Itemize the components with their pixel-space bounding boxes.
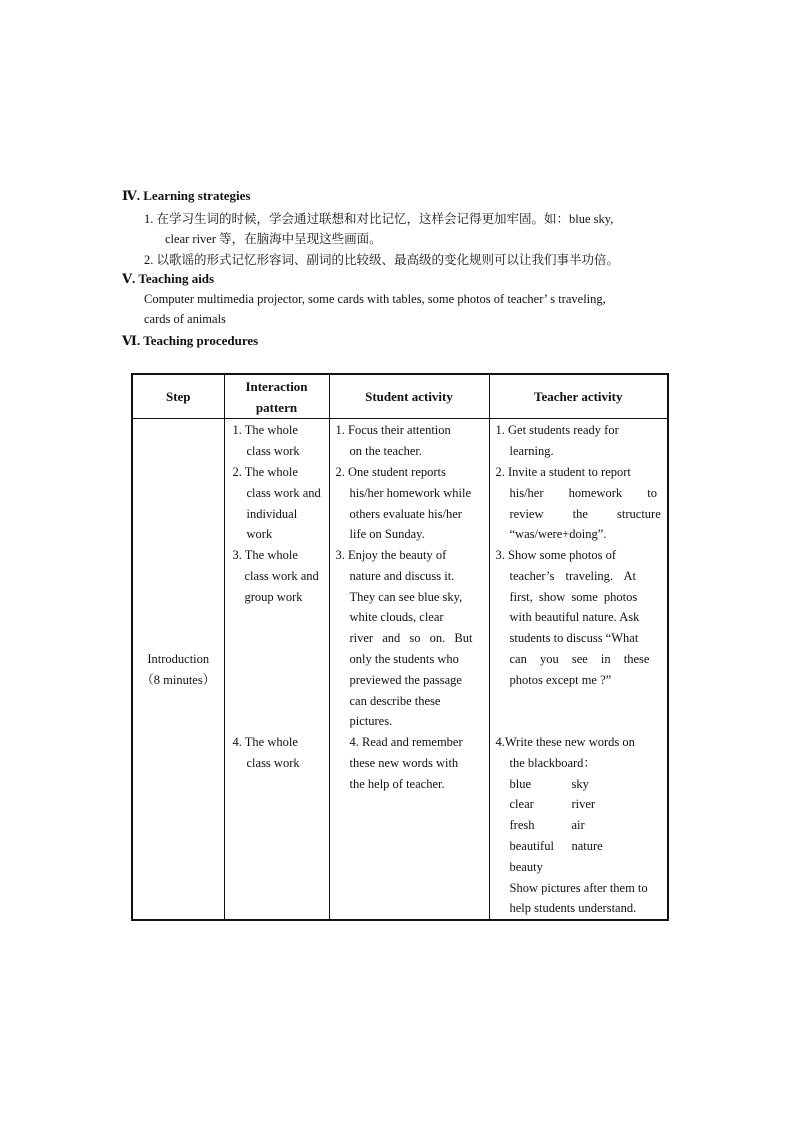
word-b: sky: [571, 776, 589, 791]
section-heading-learning-strategies: Ⅳ. Learning strategies: [122, 188, 251, 203]
interaction-2-line-4: work: [246, 527, 273, 542]
student-3-line-8: can describe these: [349, 693, 441, 708]
student-activity-cell: [329, 419, 489, 921]
teacher-item-2: [496, 462, 661, 545]
header-interaction-line-2: pattern: [255, 399, 298, 415]
interaction-1-line-1: 1. The whole: [232, 423, 298, 437]
header-teacher-activity: Teacher activity: [489, 374, 668, 419]
word-pair: [496, 836, 648, 857]
student-4-line-1: 4. Read and remember: [349, 735, 463, 749]
section-heading-teaching-procedures: Ⅵ. Teaching procedures: [122, 333, 259, 348]
student-3-line-2: nature and discuss it.: [349, 568, 455, 583]
strategy-item-1-line-1: 1. 在学习生词的时候，学会通过联想和对比记忆，这样会记得更加牢固。如：blue sky,: [144, 212, 614, 226]
student-2-line-3: others evaluate his/her: [349, 506, 462, 521]
teacher-3-line-4: with beautiful nature. Ask: [509, 610, 640, 625]
step-cell: [132, 419, 224, 921]
interaction-3-line-1: 3. The whole: [232, 548, 298, 562]
header-interaction-line-1: Interaction: [245, 378, 308, 394]
interaction-3-line-2: class work and: [244, 568, 319, 583]
interaction-item-4: [233, 732, 300, 774]
student-3-line-6: only the students who: [349, 651, 459, 666]
student-2-line-4: life on Sunday.: [349, 527, 425, 542]
student-2-line-2: his/her homework while: [349, 485, 472, 500]
word-b: air: [571, 818, 585, 833]
interaction-3-line-3: group work: [244, 589, 303, 604]
teaching-aids-line-1: Computer multimedia projector, some cards with tables, some photos of teacher’ s traveling,: [144, 292, 606, 306]
teacher-2-line-1: 2. Invite a student to report: [495, 465, 631, 479]
interaction-4-line-1: 4. The whole: [232, 735, 298, 749]
table-row: [132, 419, 668, 921]
teacher-2-line-4: “was/were+doing”.: [509, 527, 607, 542]
step-label: [133, 649, 224, 691]
word-beauty: beauty: [509, 859, 543, 874]
word-a: beautiful: [509, 838, 554, 853]
interaction-4-line-2: class work: [246, 755, 300, 770]
teacher-4-line-8: Show pictures after them to: [509, 880, 648, 895]
student-3-line-4: white clouds, clear: [349, 610, 444, 625]
teacher-item-1: [496, 420, 619, 462]
step-name: Introduction: [147, 652, 210, 666]
student-item-3: [336, 545, 483, 732]
teacher-item-4: [496, 732, 648, 919]
teacher-1-line-2: learning.: [509, 443, 554, 458]
teacher-activity-cell: [489, 419, 668, 921]
teacher-4-line-1: 4.Write these new words on: [495, 735, 635, 749]
word-a: fresh: [509, 818, 535, 833]
teacher-3-line-7: photos except me ?”: [509, 672, 612, 687]
header-step: Step: [132, 374, 224, 419]
word-pair: [496, 815, 648, 836]
teacher-3-line-3: first, show some photos: [509, 589, 638, 604]
student-1-line-2: on the teacher.: [349, 443, 423, 458]
student-3-line-7: previewed the passage: [349, 672, 462, 687]
interaction-item-1: [233, 420, 300, 462]
section-heading-teaching-aids: Ⅴ. Teaching aids: [122, 271, 215, 286]
teacher-2-line-3: review the structure: [509, 506, 661, 521]
student-3-line-1: 3. Enjoy the beauty of: [335, 548, 447, 562]
word-pair: [496, 794, 648, 815]
teacher-3-line-1: 3. Show some photos of: [495, 548, 616, 562]
teacher-1-line-1: 1. Get students ready for: [495, 423, 619, 437]
student-item-1: [336, 420, 451, 462]
interaction-item-2: [233, 462, 321, 545]
word-b: nature: [571, 838, 603, 853]
teacher-3-line-5: students to discuss “What: [509, 631, 639, 646]
interaction-2-line-2: class work and: [246, 485, 321, 500]
strategy-item-2: 2. 以歌谣的形式记忆形容词、副词的比较级、最高级的变化规则可以让我们事半功倍。: [144, 253, 620, 267]
interaction-2-line-3: individual: [246, 506, 298, 521]
interaction-cell: [224, 419, 329, 921]
teacher-2-line-2: his/her homework to: [509, 485, 657, 500]
interaction-1-line-2: class work: [246, 443, 300, 458]
student-3-line-3: They can see blue sky,: [349, 589, 463, 604]
interaction-2-line-1: 2. The whole: [232, 465, 298, 479]
teacher-4-line-9: help students understand.: [509, 901, 637, 916]
step-duration: （8 minutes）: [141, 673, 216, 687]
student-4-line-3: the help of teacher.: [349, 776, 445, 791]
word-b: river: [571, 797, 596, 812]
teacher-3-line-2: teacher’s traveling. At: [509, 568, 636, 583]
student-3-line-5: river and so on. But: [349, 631, 473, 646]
student-item-4: [336, 732, 463, 794]
teacher-item-3: [496, 545, 650, 691]
header-interaction-pattern: [224, 374, 329, 419]
word-a: blue: [509, 776, 532, 791]
student-4-line-2: these new words with: [349, 755, 459, 770]
teacher-4-line-2: the blackboard：: [509, 755, 596, 770]
interaction-item-3: [233, 545, 319, 607]
teacher-3-line-6: can you see in these: [509, 651, 650, 666]
student-item-2: [336, 462, 483, 545]
student-3-line-9: pictures.: [349, 714, 393, 729]
strategy-item-1-line-2: clear river 等，在脑海中呈现这些画面。: [165, 232, 382, 246]
student-1-line-1: 1. Focus their attention: [335, 423, 451, 437]
word-a: clear: [509, 797, 534, 812]
word-pair: [496, 774, 648, 795]
table-header-row: [132, 374, 668, 419]
teaching-procedures-table: [131, 373, 669, 921]
student-2-line-1: 2. One student reports: [335, 465, 446, 479]
header-student-activity: Student activity: [329, 374, 489, 419]
teaching-aids-line-2: cards of animals: [144, 312, 226, 326]
